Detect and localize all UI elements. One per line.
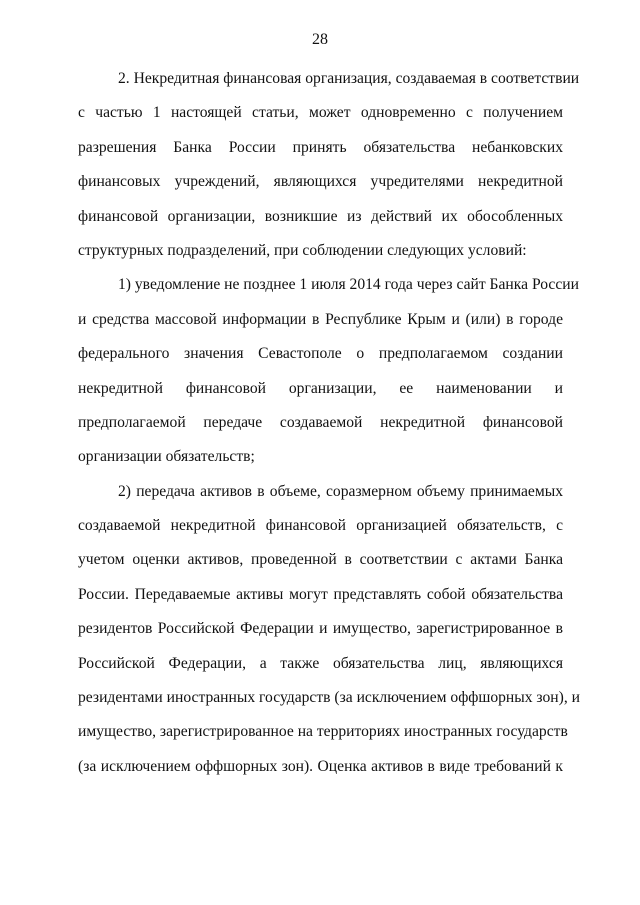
text-line: имущество, зарегистрированное на территориях иностранных государств [78, 723, 568, 741]
paragraph-2-intro [78, 62, 580, 268]
text-line: учетом оценки активов, проведенной в соответствии с актами Банка [78, 551, 563, 569]
text-line: федерального значения Севастополе о предполагаемом создании [78, 345, 563, 363]
text-line: создаваемой некредитной финансовой организацией обязательств, с [78, 517, 563, 535]
text-line: резидентами иностранных государств (за исключением оффшорных зон), и [78, 689, 580, 707]
paragraph-item-1 [78, 268, 579, 474]
text-line: некредитной финансовой организации, ее наименовании и [78, 379, 563, 397]
text-line: структурных подразделений, при соблюдении следующих условий: [78, 241, 527, 259]
text-line: и средства массовой информации в Республике Крым и (или) в городе [78, 310, 563, 328]
text-line: финансовой организации, возникшие из действий их обособленных [78, 207, 563, 225]
text-line: России. Передаваемые активы могут представлять собой обязательства [78, 585, 563, 603]
paragraph-item-2 [78, 475, 580, 785]
text-line: резидентов Российской Федерации и имущество, зарегистрированное в [78, 620, 563, 638]
text-line: 2) передача активов в объеме, соразмерном объему принимаемых [118, 482, 563, 500]
text-line: организации обязательств; [78, 448, 255, 466]
text-line: Российской Федерации, а также обязательства лиц, являющихся [78, 654, 563, 672]
document-body [78, 62, 580, 784]
text-line: предполагаемой передаче создаваемой некредитной финансовой [78, 413, 563, 431]
text-line: с частью 1 настоящей статьи, может одновременно с получением [78, 104, 563, 122]
text-line: 2. Некредитная финансовая организация, создаваемая в соответствии [118, 70, 580, 87]
page-number: 28 [312, 31, 328, 48]
text-line: (за исключением оффшорных зон). Оценка активов в виде требований к [78, 757, 563, 775]
text-line: разрешения Банка России принять обязательства небанковских [78, 138, 563, 156]
text-line: 1) уведомление не позднее 1 июля 2014 года через сайт Банка России [118, 276, 579, 294]
text-line: финансовых учреждений, являющихся учредителями некредитной [78, 173, 563, 191]
